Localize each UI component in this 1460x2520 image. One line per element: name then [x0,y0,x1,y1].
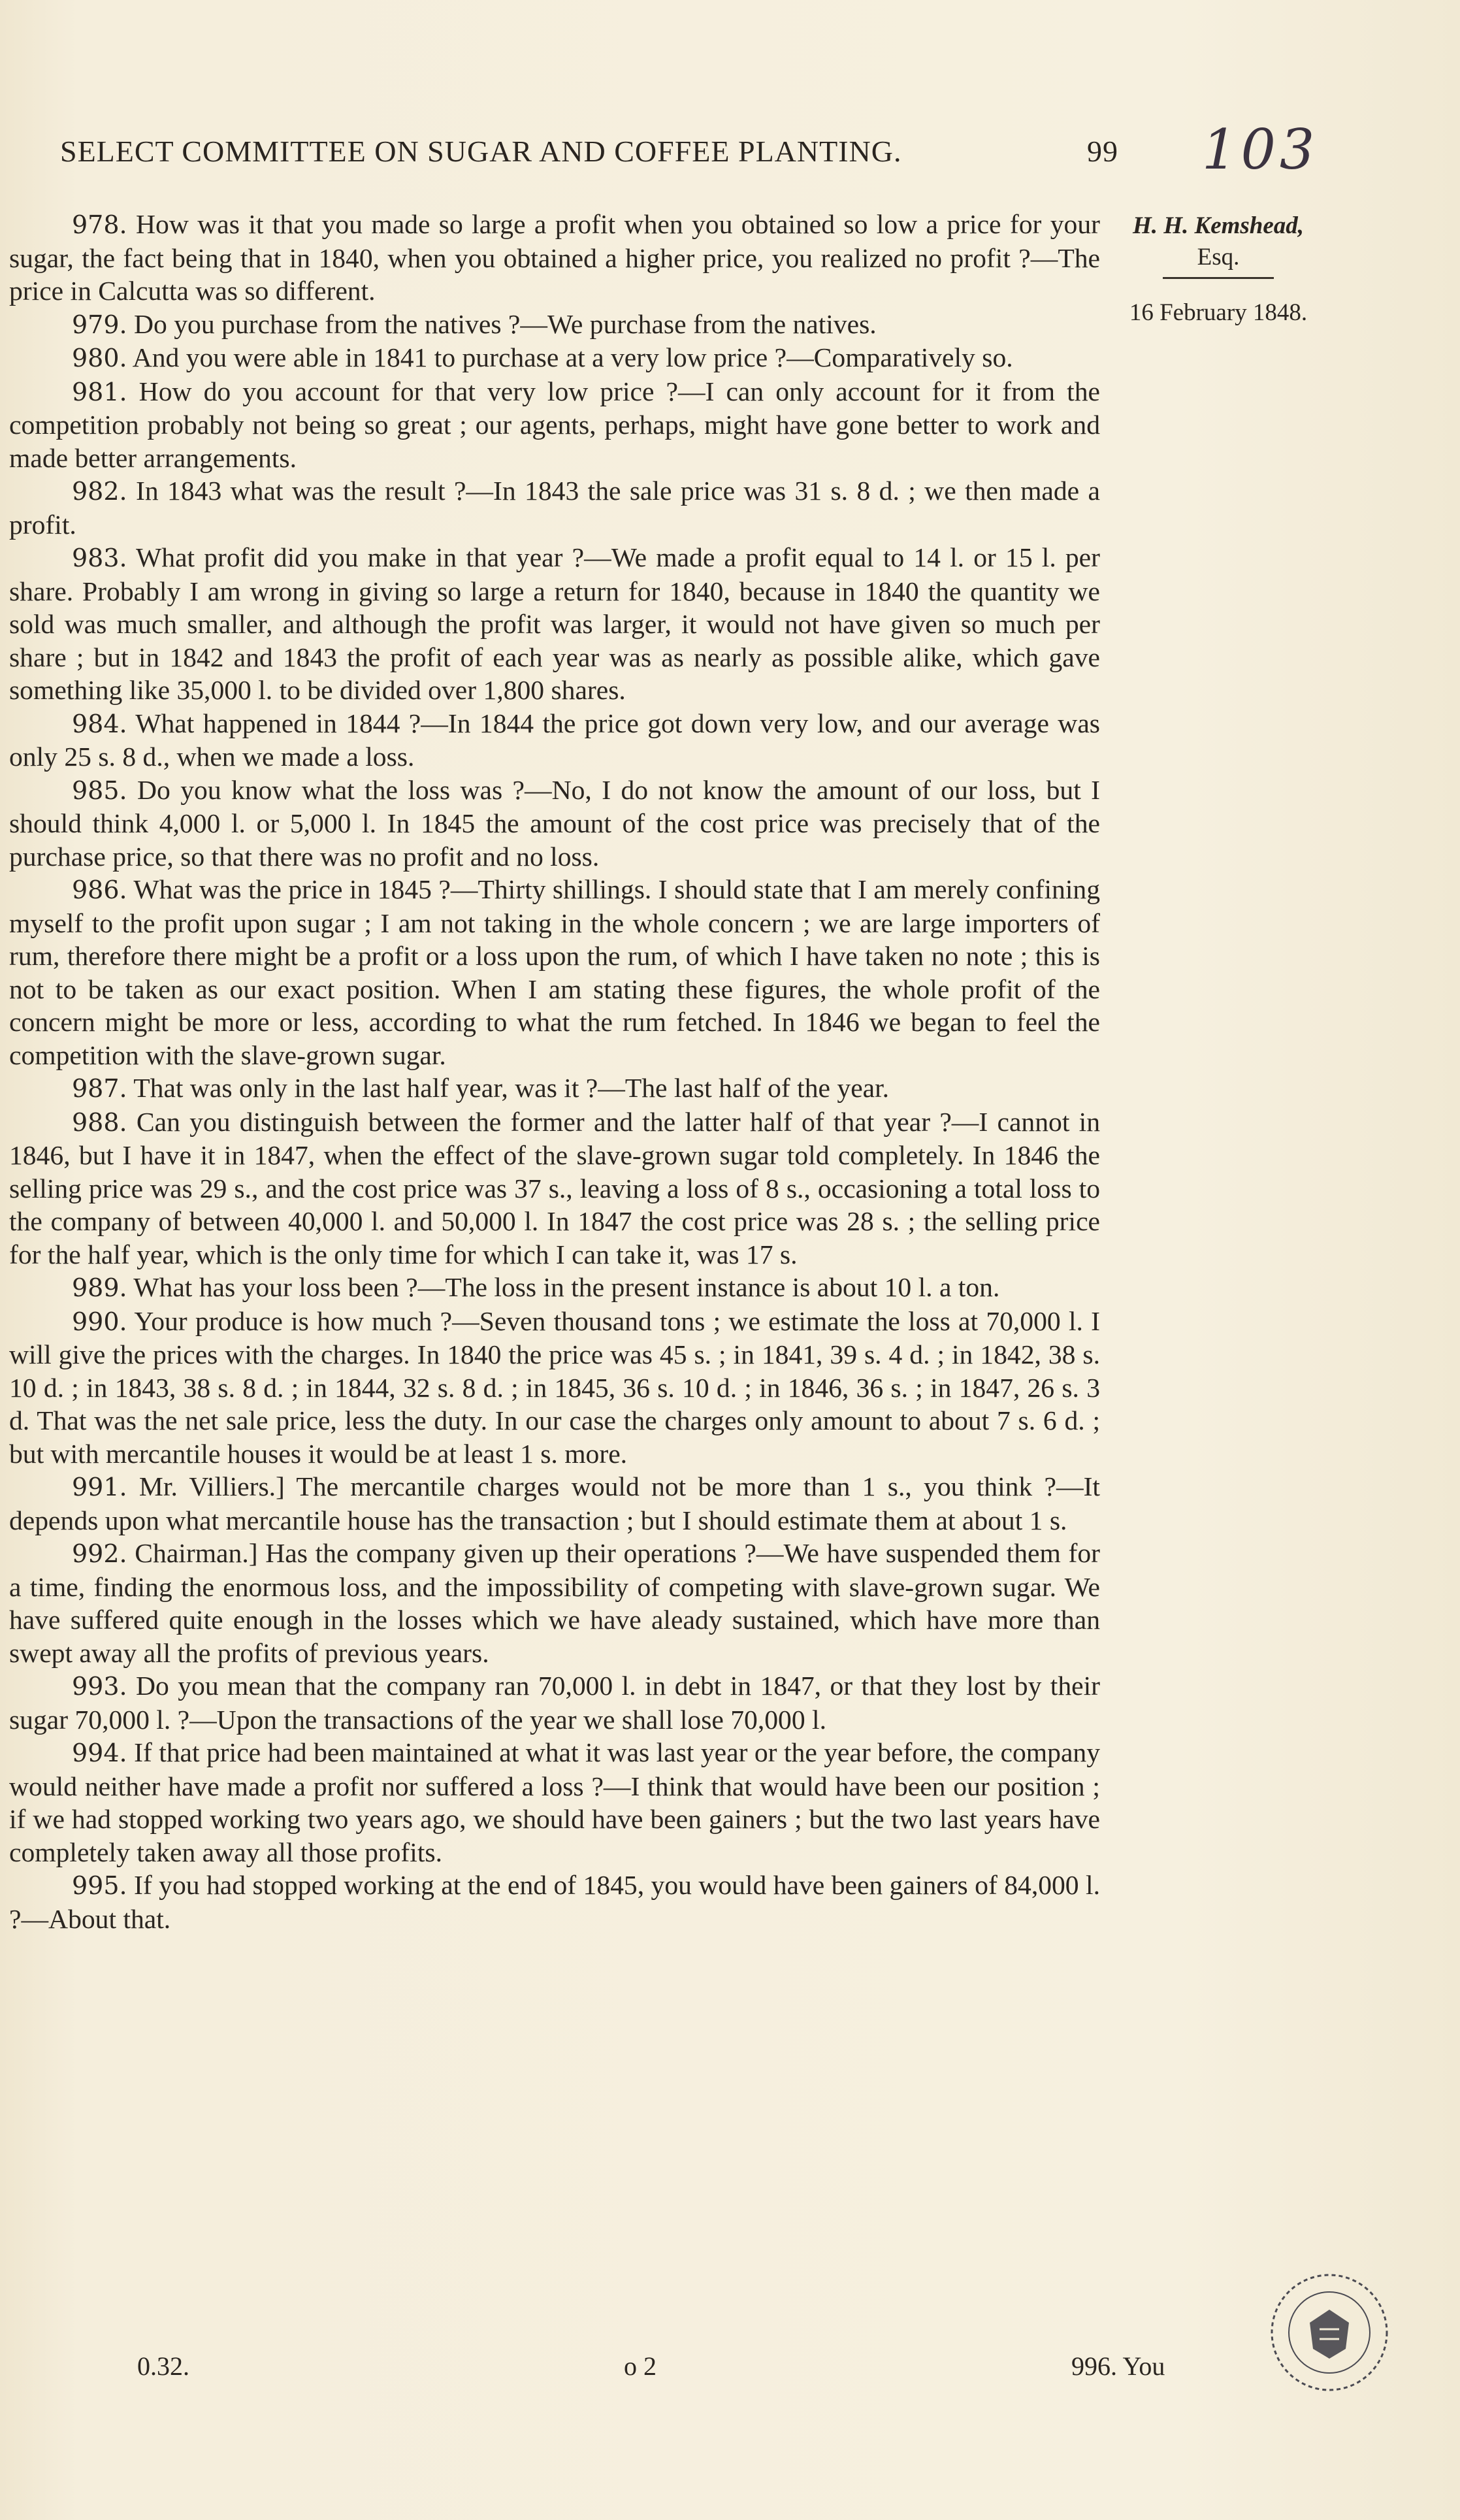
question-981 [9,375,1100,475]
question-text: If you had stopped working at the end of 1845, you would have been gainers of 84,000 l. ?—About that. [9,1870,1100,1934]
question-text: What was the price in 1845 ?—Thirty shillings. I should state that I am merely confining myself to the profit upon sugar ; I am not taking in the whole concern ; we are large importers of rum, therefore there might be a profit or a loss upon the rum, of which I have taken no note ; this is not to be taken as our exact position. When I am stating these figures, the whole profit of the concern might be more or less, according to what the rum fetched. In 1846 we began to feel the competition with the slave-grown sugar. [9,874,1100,1070]
question-994 [9,1736,1100,1869]
question-text: Your produce is how much ?—Seven thousand tons ; we estimate the loss at 70,000 l. I will give the prices with the charges. In 1840 the price was 45 s. ; in 1841, 39 s. 4 d. ; in 1842, 38 s. 10 d. ; in 1843, 38 s. 8 d. ; in 1844, 32 s. 8 d. ; in 1845, 36 s. 10 d. ; in 1846, 36 s. ; in 1847, 26 s. 3 d. That was the net sale price, less the duty. In our case the charges only amount to about 7 s. 6 d. ; but with mercantile houses it would be at least 1 s. more. [9,1305,1101,1469]
footer-signature-mark: o 2 [624,2351,657,2381]
question-number: 984. [72,709,127,738]
question-979 [9,308,1100,342]
question-990 [9,1305,1100,1471]
testimony-date: 16 February 1848. [1129,299,1308,327]
question-986 [9,873,1100,1072]
question-text: What profit did you make in that year ?—We made a profit equal to 14 l. or 15 l. per share. Probably I am wrong in giving so large a return for 1840, because in 1840 the quantity we sold was much smaller, and although the profit was larger, it would not have given so much per share ; but in 1842 and 1843 the profit of each year was as nearly as possible alike, which gave something like 35,000 l. to be divided over 1,800 shares. [9,542,1100,705]
question-993 [9,1669,1100,1736]
question-982 [9,474,1100,541]
question-number: 991. [72,1473,127,1501]
question-text: In 1843 what was the result ?—In 1843 the sale price was 31 s. 8 d. ; we then made a profit. [9,476,1100,540]
witness-title: Esq. [1197,244,1240,271]
question-text: What happened in 1844 ?—In 1844 the price got down very low, and our average was only 25 s. 8 d., when we made a loss. [9,708,1100,772]
question-number: 993. [72,1672,127,1701]
question-number: 995. [72,1871,127,1900]
question-number: 979. [72,310,127,339]
question-983 [9,541,1100,707]
question-991 [9,1470,1100,1537]
question-text: How do you account for that very low price ?—I can only account for it from the competition probably not being so great ; our agents, perhaps, might have gone better to work and made better arrangements. [9,376,1100,473]
handwritten-folio-number: 103 [1202,118,1319,182]
question-989 [9,1271,1100,1305]
question-text: Do you mean that the company ran 70,000 l. in debt in 1847, or that they lost by their sugar 70,000 l. ?—Upon the transactions of the year we shall lose 70,000 l. [9,1671,1100,1735]
question-text: If that price had been maintained at what it was last year or the year before, the company would neither have made a profit nor suffered a loss ?—I think that would have been our position ; if we had stopped working two years ago, we should have been gainers ; but the two last years have completely taken away all those profits. [9,1737,1101,1867]
question-number: 992. [72,1539,127,1568]
question-980 [9,341,1100,375]
margin-rule [1163,277,1274,279]
question-number: 985. [72,776,127,805]
page-title: SELECT COMMITTEE ON SUGAR AND COFFEE PLANTING. [60,135,902,168]
page-header [60,134,1118,169]
question-number: 990. [72,1307,127,1336]
question-984 [9,707,1100,774]
question-number: 986. [72,875,127,904]
question-number: 978. [72,210,127,239]
question-number: 980. [72,344,127,372]
question-988 [9,1105,1100,1271]
library-stamp-icon [1264,2267,1395,2398]
footer-sheet-number: 0.32. [137,2351,189,2381]
question-text: Do you purchase from the natives ?—We purchase from the natives. [134,308,877,339]
question-number: 994. [72,1739,127,1767]
question-995 [9,1869,1100,1935]
footer-catchword: 996. You [1071,2351,1165,2381]
page-number: 99 [1087,135,1118,168]
question-number: 981. [72,377,127,406]
question-992 [9,1537,1100,1669]
question-number: 987. [72,1074,127,1103]
question-number: 982. [72,477,127,506]
question-text: Can you distinguish between the former and the latter half of that year ?—I cannot in 1846, but I have it in 1847, when the effect of the slave-grown sugar told completely. In 1846 the selling price was 29 s., and the cost price was 37 s., leaving a loss of 8 s., occasioning a total loss to the company of between 40,000 l. and 50,000 l. In 1847 the cost price was 28 s. ; the selling price for the half year, which is the only time for which I can take it, was 17 s. [9,1106,1100,1269]
testimony-body [9,208,1100,1935]
question-number: 989. [72,1273,127,1302]
margin-note [1111,210,1326,329]
question-985 [9,774,1100,874]
question-text: Mr. Villiers.] The mercantile charges would not be more than 1 s., you think ?—It depends upon what mercantile house has the transaction ; but I should estimate them at about 1 s. [9,1471,1100,1535]
witness-name: H. H. Kemshead, [1132,212,1305,239]
question-number: 988. [72,1107,127,1137]
question-number: 983. [72,544,127,572]
question-text: How was it that you made so large a profit when you obtained so low a price for your sugar, the fact being that in 1840, when you obtained a higher price, you realized no profit ?—The price in Calcutta was so different. [9,209,1101,306]
question-text: Chairman.] Has the company given up their operations ?—We have suspended them for a time, finding the enormous loss, and the impossibility of competing with slave-grown sugar. We have suffered quite enough in the losses which we have aleady sustained, which have more than swept away all the profits of previous years. [9,1538,1101,1668]
question-text: And you were able in 1841 to purchase at a very low price ?—Comparatively so. [132,342,1013,372]
question-text: That was only in the last half year, was it ?—The last half of the year. [133,1073,890,1103]
question-978 [9,208,1100,308]
question-text: What has your loss been ?—The loss in the present instance is about 10 l. a ton. [133,1272,1000,1302]
question-987 [9,1072,1100,1105]
question-text: Do you know what the loss was ?—No, I do not know the amount of our loss, but I should think 4,000 l. or 5,000 l. In 1845 the amount of the cost price was precisely that of the purchase price, so that there was no profit and no loss. [9,774,1100,872]
